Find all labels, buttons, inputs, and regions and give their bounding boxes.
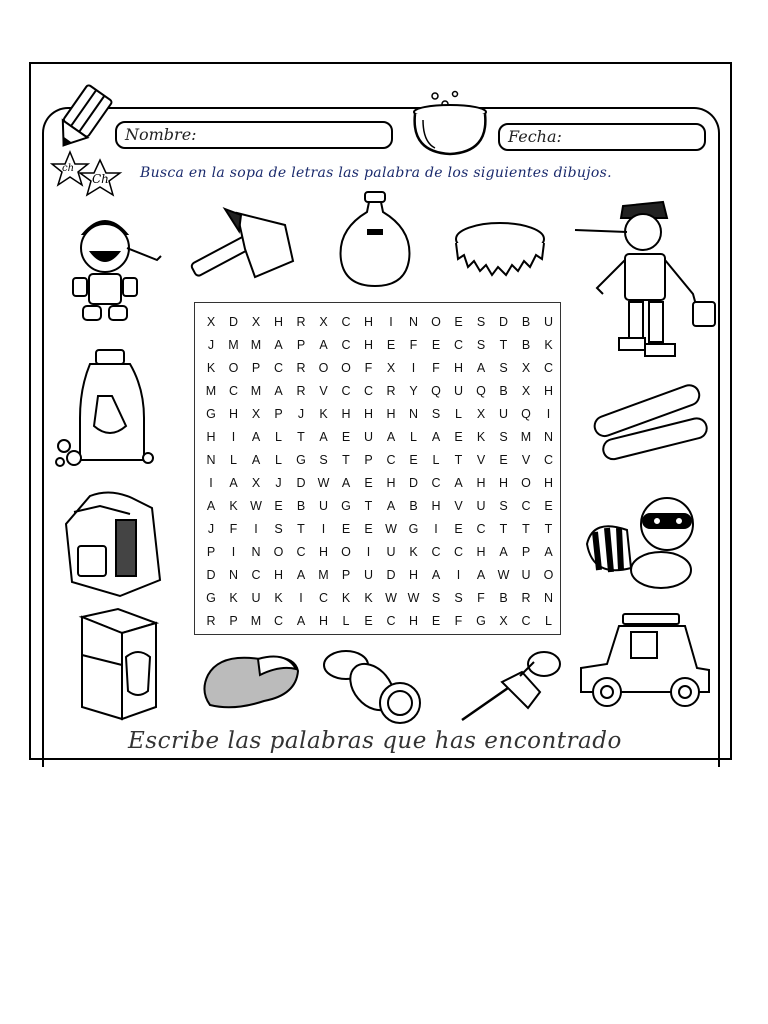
- letter-cell[interactable]: I: [254, 522, 258, 536]
- letter-cell[interactable]: E: [341, 430, 351, 444]
- letter-cell[interactable]: C: [273, 361, 284, 375]
- letter-cell[interactable]: C: [296, 545, 306, 559]
- name-field[interactable]: [115, 121, 393, 149]
- letter-cell[interactable]: K: [229, 591, 238, 605]
- letter-cell[interactable]: C: [341, 315, 351, 329]
- letter-cell[interactable]: Q: [431, 384, 441, 398]
- letter-cell[interactable]: B: [499, 591, 508, 605]
- letter-cell[interactable]: F: [454, 614, 463, 628]
- letter-cell[interactable]: L: [342, 614, 350, 628]
- letter-cell[interactable]: K: [476, 430, 486, 444]
- letter-cell[interactable]: I: [389, 315, 393, 329]
- letter-cell[interactable]: U: [498, 407, 509, 421]
- letter-cell[interactable]: R: [206, 614, 216, 628]
- letter-cell[interactable]: C: [341, 384, 351, 398]
- letter-cell[interactable]: E: [454, 315, 463, 329]
- letter-cell[interactable]: R: [296, 315, 306, 329]
- letter-cell[interactable]: B: [296, 499, 306, 513]
- letter-cell[interactable]: M: [318, 568, 329, 582]
- word-search-row: [195, 541, 560, 564]
- letter-cell[interactable]: O: [228, 361, 239, 375]
- raccoon-picture: [583, 490, 711, 590]
- letter-cell[interactable]: I: [434, 522, 438, 536]
- letter-cell[interactable]: I: [231, 545, 236, 559]
- letter-cell[interactable]: M: [228, 338, 239, 352]
- letter-cell[interactable]: I: [411, 361, 416, 375]
- letter-cell[interactable]: T: [522, 522, 530, 536]
- letter-cell[interactable]: E: [431, 614, 441, 628]
- letter-cell[interactable]: A: [229, 476, 238, 490]
- letter-cell[interactable]: I: [299, 591, 303, 605]
- letter-cell[interactable]: C: [363, 384, 374, 398]
- letter-cell[interactable]: E: [274, 499, 283, 513]
- piggy-bank-picture: [335, 190, 415, 288]
- letter-cell[interactable]: Q: [476, 384, 486, 398]
- letter-cell[interactable]: U: [318, 499, 329, 513]
- letter-cell[interactable]: C: [453, 545, 464, 559]
- milk-carton-picture: [78, 607, 168, 722]
- letter-cell[interactable]: T: [499, 338, 508, 352]
- letter-cell[interactable]: T: [454, 453, 463, 467]
- bottle-cap-picture: [450, 215, 550, 283]
- letter-cell[interactable]: H: [543, 384, 554, 398]
- word-search-row: [195, 495, 560, 518]
- word-search-row: [195, 426, 560, 449]
- letter-cell[interactable]: V: [454, 499, 463, 513]
- letter-cell[interactable]: H: [228, 407, 239, 421]
- name-label: Nombre:: [125, 125, 197, 144]
- letter-cell[interactable]: O: [341, 545, 351, 559]
- letter-cell[interactable]: X: [319, 315, 328, 329]
- letter-cell[interactable]: F: [364, 361, 373, 375]
- letter-cell[interactable]: E: [544, 499, 553, 513]
- letter-cell[interactable]: S: [431, 591, 441, 605]
- shampoo-bottle-picture: [52, 348, 152, 470]
- letter-cell[interactable]: C: [251, 568, 261, 582]
- letter-cell[interactable]: E: [454, 522, 463, 536]
- letter-cell[interactable]: L: [230, 453, 237, 467]
- letter-cell[interactable]: A: [319, 430, 328, 444]
- letter-cell[interactable]: S: [499, 361, 508, 375]
- letter-cell[interactable]: H: [408, 614, 419, 628]
- letter-cell[interactable]: I: [321, 522, 326, 536]
- letter-cell[interactable]: A: [476, 361, 486, 375]
- letter-cell[interactable]: X: [206, 315, 216, 329]
- letter-cell[interactable]: C: [453, 338, 464, 352]
- letter-cell[interactable]: W: [250, 499, 262, 513]
- letter-cell[interactable]: N: [408, 315, 419, 329]
- letter-cell[interactable]: A: [499, 545, 508, 559]
- letter-cell[interactable]: S: [476, 315, 486, 329]
- letter-cell[interactable]: H: [476, 545, 486, 559]
- word-search-row: [195, 610, 560, 633]
- letter-cell[interactable]: H: [453, 361, 464, 375]
- letter-cell[interactable]: N: [543, 591, 554, 605]
- letter-cell[interactable]: D: [386, 568, 396, 582]
- letter-cell[interactable]: D: [408, 476, 419, 490]
- car-picture: [577, 612, 715, 714]
- letter-cell[interactable]: N: [206, 453, 216, 467]
- letter-cell[interactable]: X: [521, 361, 531, 375]
- letter-cell[interactable]: M: [205, 384, 217, 398]
- letter-cell[interactable]: U: [363, 430, 374, 444]
- letter-cell[interactable]: K: [364, 591, 373, 605]
- letter-cell[interactable]: K: [206, 361, 216, 375]
- letter-cell[interactable]: C: [273, 614, 284, 628]
- letter-cell[interactable]: P: [364, 453, 373, 467]
- letter-cell[interactable]: T: [499, 522, 508, 536]
- letter-cell[interactable]: H: [386, 476, 396, 490]
- letter-cell[interactable]: P: [341, 568, 351, 582]
- letter-cell[interactable]: A: [431, 568, 441, 582]
- letter-cell[interactable]: U: [363, 568, 374, 582]
- word-search-row: [195, 564, 560, 587]
- letter-cell[interactable]: A: [476, 568, 486, 582]
- letter-cell[interactable]: P: [206, 545, 216, 559]
- letter-cell[interactable]: S: [499, 430, 508, 444]
- letter-cell[interactable]: H: [408, 568, 419, 582]
- letter-cell[interactable]: L: [455, 407, 462, 421]
- word-search-row: [195, 472, 560, 495]
- letter-cell[interactable]: S: [431, 407, 441, 421]
- letter-cell[interactable]: N: [228, 568, 239, 582]
- letter-cell[interactable]: C: [543, 361, 554, 375]
- letter-cell[interactable]: E: [454, 430, 463, 444]
- word-search-row: [195, 357, 560, 380]
- letter-cell[interactable]: I: [366, 545, 371, 559]
- letter-cell[interactable]: T: [342, 453, 350, 467]
- letter-cell[interactable]: J: [207, 338, 215, 352]
- letter-cell[interactable]: P: [296, 338, 306, 352]
- letter-cell[interactable]: L: [275, 453, 282, 467]
- cauldron-icon: [405, 90, 495, 160]
- letter-cell[interactable]: G: [296, 453, 306, 467]
- letter-cell[interactable]: B: [409, 499, 418, 513]
- letter-cell[interactable]: X: [251, 476, 261, 490]
- letter-cell[interactable]: H: [543, 476, 554, 490]
- letter-cell[interactable]: C: [476, 522, 486, 536]
- letter-cell[interactable]: A: [454, 476, 463, 490]
- letter-cell[interactable]: E: [431, 338, 441, 352]
- star-badge-icon: [52, 150, 127, 198]
- letter-cell[interactable]: H: [431, 499, 441, 513]
- chinese-boy-picture: [65, 208, 165, 326]
- letter-cell[interactable]: K: [544, 338, 553, 352]
- letter-cell[interactable]: E: [386, 338, 396, 352]
- letter-cell[interactable]: R: [386, 384, 396, 398]
- letter-cell[interactable]: G: [408, 522, 419, 536]
- letter-cell[interactable]: F: [477, 591, 485, 605]
- letter-cell[interactable]: S: [499, 499, 508, 513]
- letter-cell[interactable]: K: [341, 591, 351, 605]
- letter-cell[interactable]: A: [274, 384, 283, 398]
- letter-cell[interactable]: D: [206, 568, 216, 582]
- letter-cell[interactable]: H: [273, 315, 284, 329]
- letter-cell[interactable]: C: [386, 453, 396, 467]
- letter-cell[interactable]: I: [209, 476, 213, 490]
- letter-cell[interactable]: C: [386, 614, 396, 628]
- letter-cell[interactable]: C: [341, 338, 351, 352]
- letter-cell[interactable]: N: [408, 407, 419, 421]
- letter-cell[interactable]: B: [521, 315, 531, 329]
- pencil-icon: [45, 85, 125, 155]
- letter-cell[interactable]: D: [296, 476, 306, 490]
- letter-cell[interactable]: P: [521, 545, 531, 559]
- letter-cell[interactable]: C: [521, 499, 531, 513]
- letter-cell[interactable]: X: [251, 407, 261, 421]
- pushpin-picture: [460, 648, 565, 723]
- letter-cell[interactable]: M: [250, 614, 262, 628]
- letter-cell[interactable]: X: [521, 384, 531, 398]
- letter-cell[interactable]: K: [409, 545, 418, 559]
- letter-cell[interactable]: O: [273, 545, 284, 559]
- letter-cell[interactable]: X: [251, 315, 261, 329]
- letter-cell[interactable]: S: [274, 522, 283, 536]
- letter-cell[interactable]: G: [206, 591, 216, 605]
- letter-cell[interactable]: C: [228, 384, 239, 398]
- letter-cell[interactable]: M: [250, 384, 262, 398]
- letter-cell[interactable]: M: [250, 338, 262, 352]
- letter-cell[interactable]: A: [341, 476, 351, 490]
- letter-cell[interactable]: W: [497, 568, 510, 582]
- letter-cell[interactable]: X: [386, 361, 396, 375]
- letter-cell[interactable]: O: [341, 361, 351, 375]
- letter-cell[interactable]: U: [386, 545, 396, 559]
- letter-cell[interactable]: B: [499, 384, 508, 398]
- letter-cell[interactable]: N: [543, 430, 554, 444]
- pacifier-picture: [320, 645, 435, 727]
- letter-cell[interactable]: A: [296, 614, 306, 628]
- word-search-row: [195, 311, 560, 334]
- letter-cell[interactable]: A: [319, 338, 328, 352]
- word-search-row: [195, 449, 560, 472]
- letter-cell[interactable]: D: [228, 315, 239, 329]
- letter-cell[interactable]: U: [251, 591, 261, 605]
- letter-cell[interactable]: V: [319, 384, 328, 398]
- letter-cell[interactable]: W: [317, 476, 330, 490]
- letter-cell[interactable]: O: [318, 361, 329, 375]
- letter-cell[interactable]: E: [499, 453, 508, 467]
- letter-cell[interactable]: J: [275, 476, 282, 490]
- letter-cell[interactable]: U: [543, 315, 554, 329]
- letter-cell[interactable]: W: [385, 591, 397, 605]
- letter-cell[interactable]: H: [206, 430, 216, 444]
- letter-cell[interactable]: H: [341, 407, 351, 421]
- letter-cell[interactable]: R: [296, 361, 306, 375]
- letter-cell[interactable]: S: [454, 591, 463, 605]
- word-search-row: [195, 380, 560, 403]
- letter-cell[interactable]: F: [409, 338, 418, 352]
- letter-cell[interactable]: H: [318, 545, 329, 559]
- sausages-picture: [586, 385, 711, 470]
- letter-cell[interactable]: U: [521, 568, 531, 582]
- letter-cell[interactable]: A: [386, 499, 396, 513]
- letter-cell[interactable]: T: [297, 430, 305, 444]
- letter-cell[interactable]: H: [498, 476, 509, 490]
- letter-cell[interactable]: X: [499, 614, 508, 628]
- letter-cell[interactable]: W: [385, 522, 397, 536]
- letter-cell[interactable]: H: [363, 315, 374, 329]
- letter-cell[interactable]: C: [521, 614, 531, 628]
- letter-cell[interactable]: H: [273, 568, 284, 582]
- instruction-text: Busca en la sopa de letras las palabra de los siguientes dibujos.: [140, 165, 612, 181]
- letter-cell[interactable]: L: [545, 614, 552, 628]
- letter-cell[interactable]: X: [476, 407, 486, 421]
- letter-cell[interactable]: V: [521, 453, 531, 467]
- steak-picture: [200, 645, 305, 717]
- letter-cell[interactable]: E: [364, 614, 373, 628]
- letter-cell[interactable]: G: [206, 407, 216, 421]
- word-search-row: [195, 403, 560, 426]
- letter-cell[interactable]: P: [229, 614, 238, 628]
- letter-cell[interactable]: W: [407, 591, 420, 605]
- letter-cell[interactable]: A: [431, 430, 441, 444]
- letter-cell[interactable]: A: [251, 430, 261, 444]
- letter-cell[interactable]: J: [207, 522, 215, 536]
- letter-cell[interactable]: H: [363, 338, 374, 352]
- letter-cell[interactable]: C: [318, 591, 329, 605]
- letter-cell[interactable]: L: [432, 453, 440, 467]
- letter-cell[interactable]: I: [546, 407, 551, 421]
- letter-cell[interactable]: V: [476, 453, 486, 467]
- letter-cell[interactable]: E: [409, 453, 418, 467]
- letter-cell[interactable]: O: [431, 315, 441, 329]
- letter-cell[interactable]: J: [297, 407, 305, 421]
- letter-cell[interactable]: E: [364, 476, 373, 490]
- date-label: Fecha:: [508, 127, 562, 146]
- letter-cell[interactable]: O: [521, 476, 531, 490]
- letter-cell[interactable]: A: [296, 568, 306, 582]
- letter-cell[interactable]: U: [453, 384, 464, 398]
- letter-cell[interactable]: T: [297, 522, 305, 536]
- letter-cell[interactable]: M: [520, 430, 532, 444]
- letter-cell[interactable]: I: [456, 568, 461, 582]
- word-search-grid: [194, 302, 561, 635]
- letter-cell[interactable]: S: [319, 453, 328, 467]
- letter-cell[interactable]: C: [431, 545, 441, 559]
- letter-cell[interactable]: Q: [521, 407, 531, 421]
- letter-cell[interactable]: R: [296, 384, 306, 398]
- letter-cell[interactable]: S: [476, 338, 486, 352]
- letter-cell[interactable]: E: [341, 522, 351, 536]
- letter-cell[interactable]: K: [229, 499, 238, 513]
- word-search-row: [195, 334, 560, 357]
- backpack-picture: [60, 490, 170, 600]
- letter-cell[interactable]: F: [432, 361, 440, 375]
- letter-cell[interactable]: P: [274, 407, 283, 421]
- letter-cell[interactable]: D: [498, 315, 509, 329]
- footer-instruction: Escribe las palabras que has encontrado: [128, 728, 622, 754]
- letter-cell[interactable]: I: [231, 430, 236, 444]
- letter-cell[interactable]: U: [476, 499, 486, 513]
- letter-cell[interactable]: K: [274, 591, 283, 605]
- letter-cell[interactable]: R: [521, 591, 531, 605]
- letter-cell[interactable]: H: [318, 614, 329, 628]
- axe-picture: [185, 205, 315, 290]
- letter-cell[interactable]: O: [543, 568, 554, 582]
- pinocchio-picture: [575, 198, 725, 366]
- letter-cell[interactable]: L: [275, 430, 282, 444]
- letter-cell[interactable]: N: [251, 545, 261, 559]
- letter-cell[interactable]: Y: [409, 384, 418, 398]
- letter-cell[interactable]: L: [410, 430, 417, 444]
- letter-cell[interactable]: K: [319, 407, 328, 421]
- letter-cell[interactable]: C: [543, 453, 554, 467]
- date-field[interactable]: [498, 123, 706, 151]
- letter-cell[interactable]: H: [386, 407, 396, 421]
- letter-cell[interactable]: F: [229, 522, 238, 536]
- letter-cell[interactable]: A: [206, 499, 216, 513]
- word-search-row: [195, 587, 560, 610]
- letter-cell[interactable]: P: [251, 361, 261, 375]
- letter-cell[interactable]: H: [363, 407, 374, 421]
- letter-cell[interactable]: G: [341, 499, 351, 513]
- letter-cell[interactable]: A: [544, 545, 553, 559]
- letter-cell[interactable]: E: [364, 522, 373, 536]
- letter-cell[interactable]: A: [386, 430, 396, 444]
- letter-cell[interactable]: A: [251, 453, 261, 467]
- badge-label-right: Ch: [92, 172, 109, 186]
- word-search-row: [195, 518, 560, 541]
- letter-cell[interactable]: H: [476, 476, 486, 490]
- letter-cell[interactable]: A: [274, 338, 283, 352]
- letter-cell[interactable]: T: [364, 499, 373, 513]
- letter-cell[interactable]: G: [476, 614, 486, 628]
- letter-cell[interactable]: C: [431, 476, 441, 490]
- letter-cell[interactable]: T: [544, 522, 553, 536]
- letter-cell[interactable]: B: [521, 338, 531, 352]
- badge-label-left: ch: [62, 163, 75, 174]
